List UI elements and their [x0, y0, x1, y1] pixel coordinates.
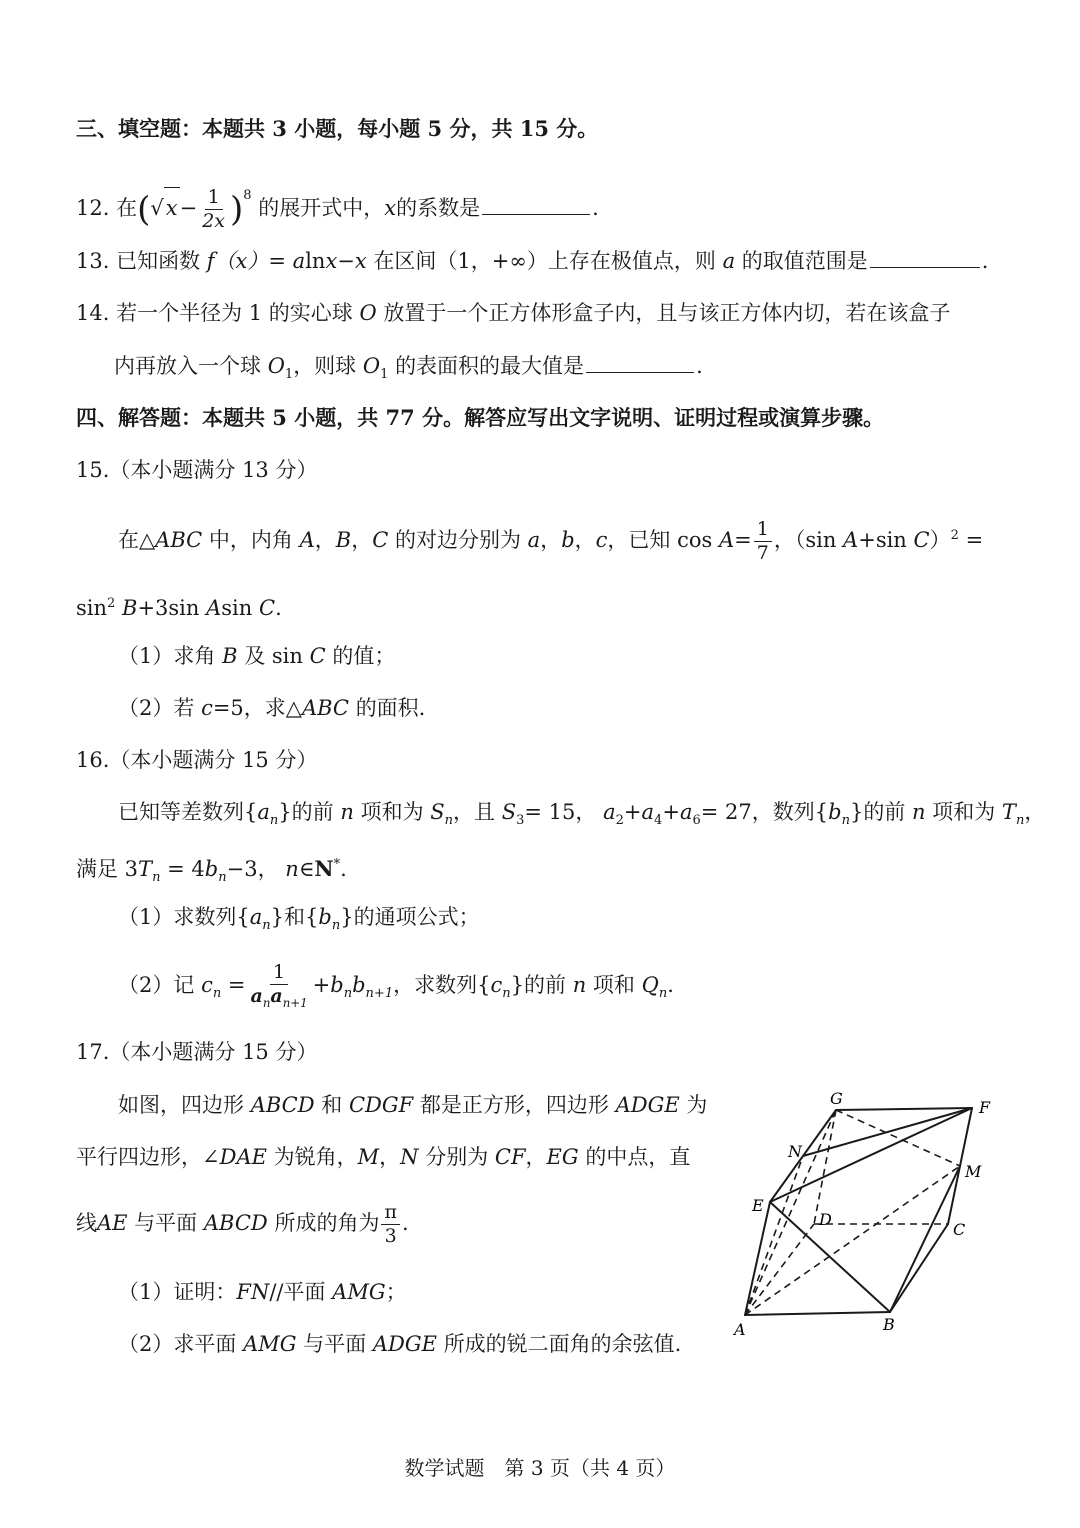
- page-footer: 数学试题 第 3 页（共 4 页）: [404, 1456, 676, 1480]
- edge-CB: [890, 1224, 948, 1312]
- label-N: N: [788, 1142, 802, 1161]
- question-15-title: 15.（本小题满分 13 分）: [76, 458, 318, 482]
- question-16-title: 16.（本小题满分 15 分）: [76, 748, 318, 772]
- question-16-line2: 满足 $3T_n = 4b_n-3$， n∈N*.: [76, 856, 347, 886]
- label-E: E: [752, 1196, 764, 1215]
- question-14-line2: 内再放入一个球 $O_1$，则球 $O_1$ 的表面积的最大值是 .: [114, 354, 703, 383]
- question-17-line2: 平行四边形，∠DAE 为锐角，M，N 分别为 CF，EG 的中点，直: [76, 1145, 691, 1169]
- question-16-part1: （1）求数列$\{a_n\}$和$\{b_n\}$的通项公式；: [118, 905, 480, 934]
- question-13: 13. 已知函数 f（x）= alnx−x 在区间（1，+∞）上存在极值点，则 a 的取值范围是 .: [76, 249, 989, 273]
- edge-BA: [745, 1312, 890, 1315]
- label-G: G: [830, 1089, 843, 1108]
- edge-AM: [745, 1166, 960, 1315]
- edge-GM: [836, 1110, 960, 1166]
- question-17-part2: （2）求平面 AMG 与平面 ADGE 所成的锐二面角的余弦值.: [118, 1332, 682, 1356]
- question-15-part2: （2）若 c=5，求△ABC 的面积.: [118, 696, 426, 720]
- geometry-figure: [720, 1085, 1020, 1345]
- label-D: D: [819, 1210, 832, 1229]
- question-17-part1: （1）证明：FN//平面 AMG；: [118, 1280, 407, 1304]
- label-B: B: [883, 1315, 895, 1334]
- label-A: A: [734, 1320, 746, 1339]
- question-16-part2: （2）记 $c_n$ = $\frac{1}{a_na_{n+1}}$ $+b_nb_{n+1}$，求数列$\{c_n\}$的前 n 项和 $Q_n$.: [118, 961, 674, 1011]
- edge-GF: [836, 1108, 972, 1110]
- label-F: F: [979, 1098, 991, 1117]
- question-17-title: 17.（本小题满分 15 分）: [76, 1040, 318, 1064]
- question-14-line1: 14. 若一个半径为 1 的实心球 O 放置于一个正方体形盒子内，且与该正方体内切，若在该盒子: [76, 301, 951, 325]
- label-C: C: [953, 1220, 966, 1239]
- section3-heading: 三、填空题：本题共 3 小题，每小题 5 分，共 15 分。: [76, 116, 599, 141]
- question-15-line1: 在△ABC 中，内角 A，B，C 的对边分别为 a，b，c，已知 cos A= $\frac{1}{7}$ ，（sin A+sin C）$^2$ =: [118, 518, 984, 564]
- edge-GD: [814, 1110, 836, 1224]
- edge-AN: [745, 1156, 803, 1315]
- question-15-line2: $\sin^2 B+3\sin$ Asin C.: [76, 596, 282, 620]
- edge-BM: [890, 1166, 960, 1312]
- question-15-part1: （1）求角 B 及 sin C 的值；: [118, 644, 396, 668]
- question-17-line1: 如图，四边形 ABCD 和 CDGF 都是正方形，四边形 ADGE 为: [118, 1093, 708, 1117]
- question-16-line1: 已知等差数列$\{a_n\}$的前 n 项和为 $S_n$，且 $S_3= 15$， $a_2+a_4+a_6= 27$，数列$\{b_n\}$的前 n 项和为 $T_n$，: [118, 800, 1046, 829]
- section4-heading: 四、解答题：本题共 5 小题，共 77 分。解答应写出文字说明、证明过程或演算步骤。: [76, 405, 885, 430]
- label-M: M: [965, 1162, 982, 1181]
- question-12: 12. 在(√x− $\frac{1}{2x}$ )$^8$ 的展开式中，x的系数是 .: [76, 186, 599, 232]
- question-17-line3: 线AE 与平面 ABCD 所成的角为 $\frac{\pi}{3}$ .: [76, 1201, 409, 1247]
